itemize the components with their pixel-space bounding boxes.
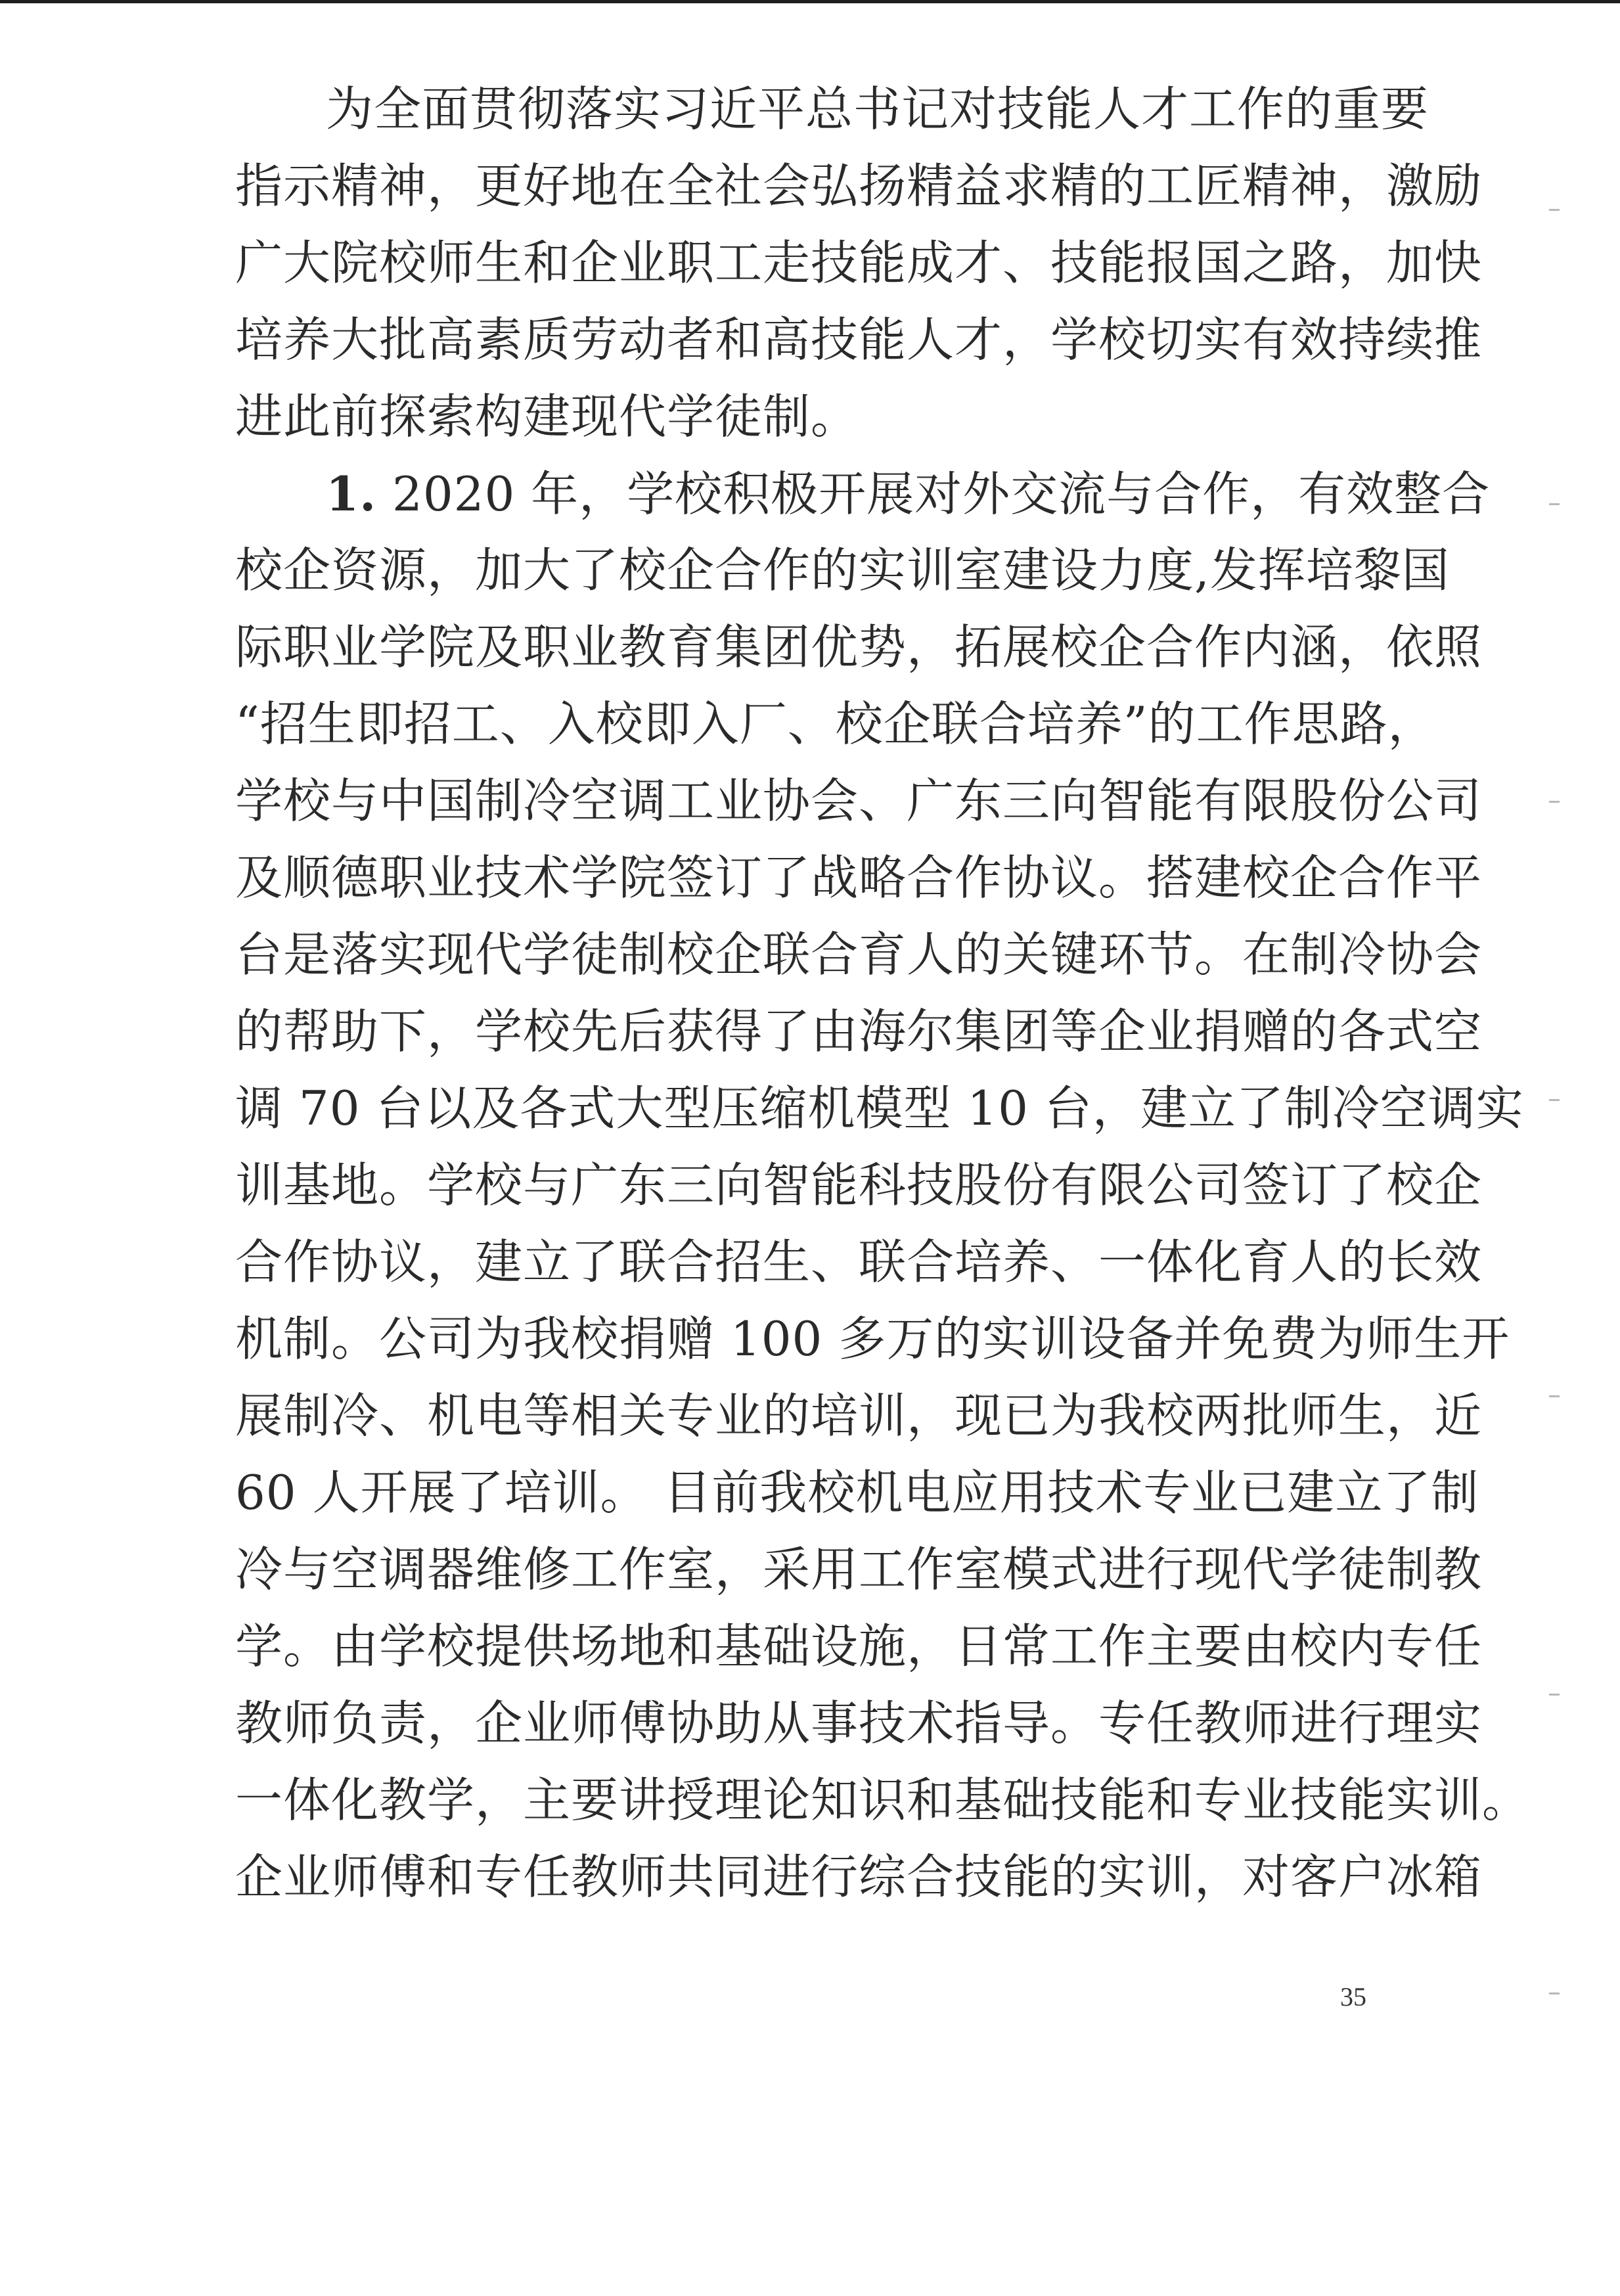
paragraph-line: 进此前探索构建现代学徒制。 (235, 389, 859, 444)
document-body (235, 71, 1531, 1916)
paragraph-line: 调 70 台以及各式大型压缩机模型 10 台，建立了制冷空调实 (235, 1081, 1524, 1136)
paragraph-line: 教师负责，企业师傅协助从事技术指导。专任教师进行理实 (235, 1696, 1483, 1751)
paragraph-line: 学。由学校提供场地和基础设施，日常工作主要由校内专任 (235, 1619, 1483, 1674)
paragraph-item-1 (235, 455, 1531, 1916)
paragraph-line: 及顺德职业技术学院签订了战略合作协议。搭建校企合作平 (235, 850, 1483, 905)
item-number: 1. (326, 466, 377, 522)
paragraph-line: 展制冷、机电等相关专业的培训，现已为我校两批师生，近 (235, 1388, 1483, 1443)
scan-margin-mark (1549, 503, 1560, 505)
paragraph-line: 合作协议，建立了联合招生、联合培养、一体化育人的长效 (235, 1234, 1483, 1290)
scan-margin-mark (1549, 209, 1560, 211)
paragraph-line: 指示精神，更好地在全社会弘扬精益求精的工匠精神，激励 (235, 158, 1483, 214)
scan-top-edge (0, 0, 1620, 3)
scan-margin-mark (1549, 1694, 1560, 1696)
paragraph-line: 冷与空调器维修工作室，采用工作室模式进行现代学徒制教 (235, 1542, 1483, 1597)
paragraph-intro (235, 71, 1483, 455)
paragraph-line: 广大院校师生和企业职工走技能成才、技能报国之路，加快 (235, 235, 1483, 290)
paragraph-line: “招生即招工、入校即入厂、校企联合培养”的工作思路， (235, 696, 1436, 752)
scan-margin-mark (1549, 1395, 1560, 1397)
paragraph-line-numbered (235, 455, 1491, 532)
paragraph-line-text: 2020 年，学校积极开展对外交流与合作，有效整合 (376, 466, 1491, 522)
paragraph-line: 学校与中国制冷空调工业协会、广东三向智能有限股份公司 (235, 773, 1483, 828)
scan-margin-mark (1549, 801, 1560, 803)
page-number: 35 (1340, 1982, 1366, 2012)
paragraph-line: 培养大批高素质劳动者和高技能人才，学校切实有效持续推 (235, 312, 1483, 367)
paragraph-line: 为全面贯彻落实习近平总书记对技能人才工作的重要 (326, 81, 1429, 137)
paragraph-line: 机制。公司为我校捐赠 100 多万的实训设备并免费为师生开 (235, 1311, 1510, 1366)
paragraph-line: 的帮助下，学校先后获得了由海尔集团等企业捐赠的各式空 (235, 1004, 1483, 1059)
paragraph-line: 训基地。学校与广东三向智能科技股份有限公司签订了校企 (235, 1158, 1483, 1213)
scan-margin-mark (1549, 1992, 1560, 1994)
paragraph-line: 一体化教学，主要讲授理论知识和基础技能和专业技能实训。 (235, 1772, 1531, 1828)
paragraph-line: 台是落实现代学徒制校企联合育人的关键环节。在制冷协会 (235, 927, 1483, 982)
paragraph-line: 际职业学院及职业教育集团优势，拓展校企合作内涵，依照 (235, 619, 1483, 675)
scan-margin-mark (1549, 1099, 1560, 1101)
paragraph-line: 企业师傅和专任教师共同进行综合技能的实训，对客户冰箱 (235, 1849, 1483, 1904)
paragraph-line: 校企资源，加大了校企合作的实训室建设力度,发挥培黎国 (235, 543, 1450, 598)
paragraph-line: 60 人开展了培训。 目前我校机电应用技术专业已建立了制 (235, 1465, 1479, 1520)
